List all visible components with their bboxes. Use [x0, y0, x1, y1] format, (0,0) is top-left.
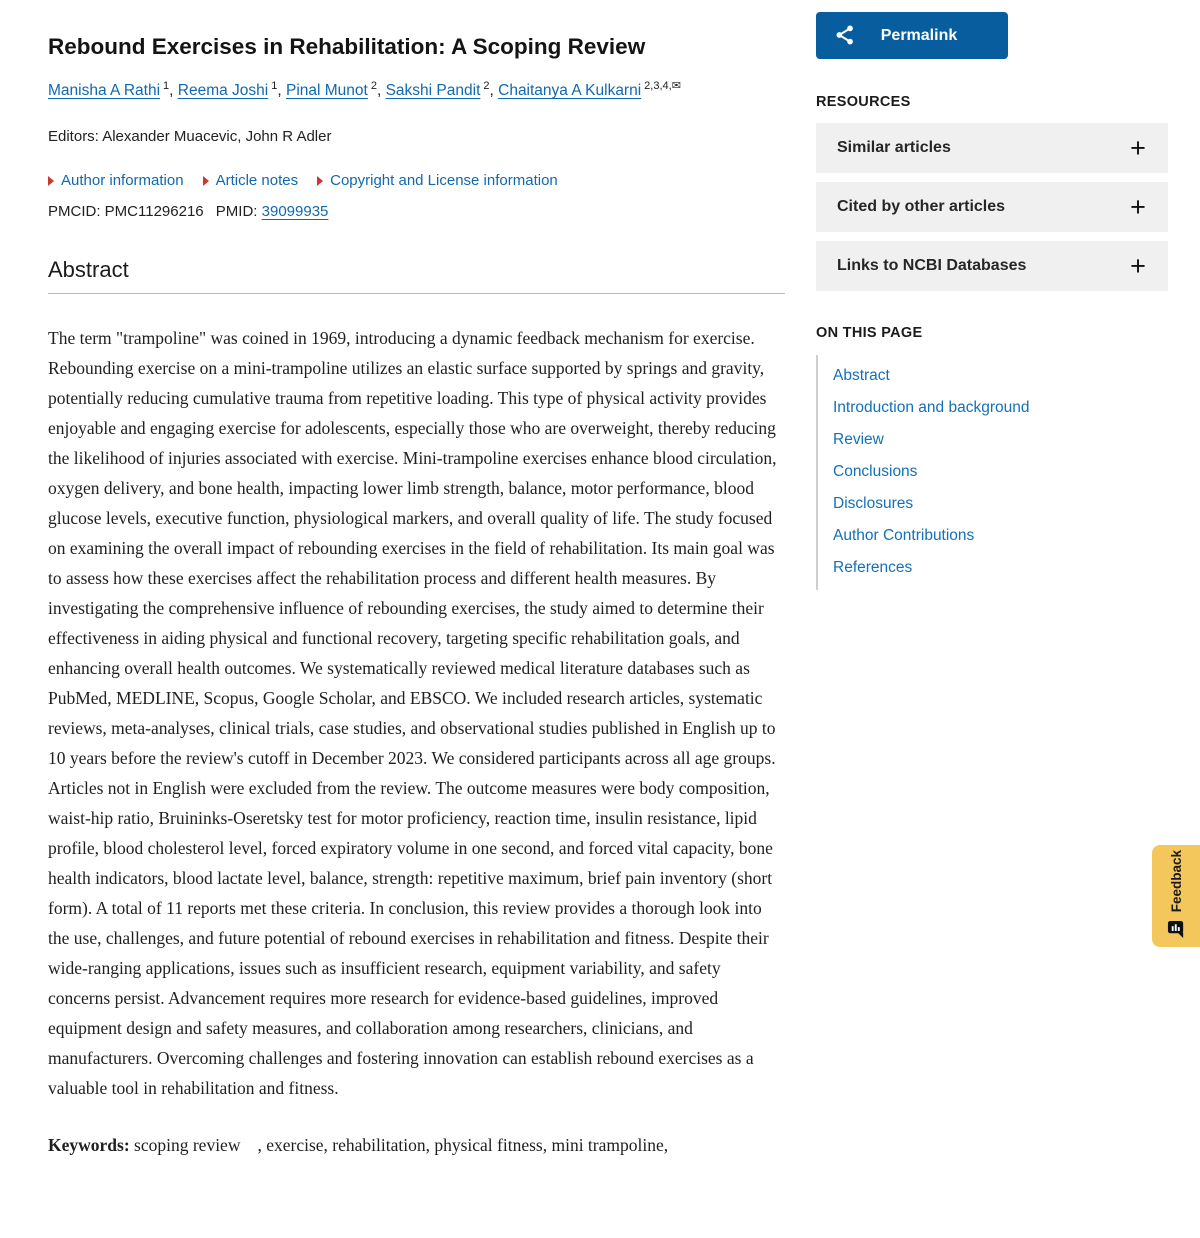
accordion-cited-by[interactable]	[816, 182, 1168, 232]
article-main-column	[48, 0, 785, 1160]
copyright-license-link[interactable]	[317, 172, 558, 189]
permalink-label: Permalink	[880, 26, 958, 44]
author-link[interactable]: Chaitanya A Kulkarni	[498, 82, 642, 99]
triangle-right-icon	[203, 176, 209, 186]
toc-link-disclosures[interactable]: Disclosures	[833, 495, 914, 512]
toc-link-author-contributions[interactable]: Author Contributions	[833, 527, 975, 544]
accordion-label: Cited by other articles	[837, 198, 1006, 215]
permalink-button[interactable]	[816, 12, 1008, 59]
plus-icon	[1127, 137, 1149, 159]
toc-link-references[interactable]: References	[833, 559, 913, 576]
author	[177, 79, 286, 99]
right-sidebar	[816, 0, 1168, 590]
toc-link-abstract[interactable]: Abstract	[833, 367, 890, 384]
feedback-label: Feedback	[1168, 850, 1184, 913]
author-information-link[interactable]	[48, 172, 184, 189]
toc-link-conclusions[interactable]: Conclusions	[833, 463, 918, 480]
accordion-label: Links to NCBI Databases	[837, 257, 1027, 274]
author	[285, 79, 386, 99]
info-link-label: Article notes	[215, 172, 299, 189]
toc-link-review[interactable]: Review	[833, 431, 884, 448]
author-link[interactable]: Sakshi Pandit	[385, 82, 481, 99]
on-this-page-heading: ON THIS PAGE	[816, 325, 923, 341]
article-info-links	[48, 172, 785, 189]
plus-icon	[1127, 196, 1149, 218]
plus-icon	[1127, 255, 1149, 277]
share-icon	[834, 24, 856, 46]
pmid-link[interactable]: 39099935	[261, 203, 329, 220]
author-affiliation-sup: 1	[271, 79, 278, 92]
abstract-section-heading: Abstract	[48, 256, 785, 294]
feedback-bubble-icon	[1167, 920, 1186, 942]
triangle-right-icon	[48, 176, 54, 186]
author-affiliation-sup: 2	[483, 79, 490, 92]
author	[48, 79, 178, 99]
keyword-scoping-review: scoping review	[134, 1135, 241, 1155]
abstract-paragraph: The term "trampoline" was coined in 1969, introducing a dynamic feedback mechanism for exercise. Rebounding exercise on a mini-trampoline utilizes an elastic surface supported by springs and gravity, potentially reducing cumulative trauma from repetitive loading. This type of physical activity provides enjoyable and engaging exercise for adolescents, especially those who are overweight, thereby reducing the likelihood of injuries associated with exercise. Mini-trampoline exercises enhance blood circulation, oxygen delivery, and bone health, impacting lower limb strength, balance, motor performance, blood glucose levels, executive function, physiological markers, and overall quality of life. The study focused on examining the overall impact of rebounding exercises in the field of rehabilitation. Its main goal was to assess how these exercises affect the rehabilitation process and different health measures. By investigating the comprehensive influence of rebounding exercises, the study aimed to determine their effectiveness in aiding physical and functional recovery, targeting specific rehabilitation goals, and enhancing overall health outcomes. We systematically reviewed medical literature databases such as PubMed, MEDLINE, Scopus, Google Scholar, and EBSCO. We included research articles, systematic reviews, meta-analyses, clinical trials, case studies, and observational studies published in English up to 10 years before the review's cutoff in December 2023. We considered participants across all age groups. Articles not in English were excluded from the review. The outcome measures were body composition, waist-hip ratio, Bruininks-Oseretsky test for motor proficiency, reaction time, insulin resistance, lipid profile, blood cholesterol level, forced expiratory volume in one second, and forced vital capacity, bone health indicators, blood lactate level, balance, strength: repetitive maximum, brief pain inventory (short form). A total of 11 reports met these criteria. In conclusion, this review provides a thorough look into the use, challenges, and future potential of rebound exercises in rehabilitation and fitness. Despite their wide-ranging applications, issues such as insufficient research, equipment variability, and safety concerns persist. Advancement requires more research for evidence-based guidelines, improved equipment design and safety measures, and collaboration among researchers, clinicians, and manufacturers. Overcoming challenges and fostering innovation can establish rebound exercises as a valuable tool in rehabilitation and fitness.	[48, 328, 777, 1098]
author-list	[48, 81, 785, 101]
keywords-rest: , exercise, rehabilitation, physical fitness, mini trampoline,	[257, 1135, 669, 1155]
page-title: Rebound Exercises in Rehabilitation: A Scoping Review	[48, 34, 646, 59]
pmid-label: PMID:	[215, 203, 258, 220]
resources-accordion-list	[816, 123, 1168, 291]
article-notes-link[interactable]	[203, 172, 299, 189]
article-ids-line	[48, 203, 785, 220]
author-affiliation-sup: 2	[370, 79, 377, 92]
accordion-ncbi-links[interactable]	[816, 241, 1168, 291]
keywords-label: Keywords:	[48, 1135, 130, 1155]
editors-line: Editors: Alexander Muacevic, John R Adler	[48, 128, 332, 145]
author-link[interactable]: Manisha A Rathi	[48, 82, 161, 99]
author	[385, 79, 499, 99]
on-this-page-nav	[816, 355, 1168, 590]
author-link[interactable]: Pinal Munot	[285, 82, 368, 99]
pmcid-value: PMCID: PMC11296216	[48, 203, 204, 220]
author-affiliation-sup: 1	[163, 79, 170, 92]
feedback-button[interactable]	[1152, 845, 1200, 947]
author-link[interactable]: Reema Joshi	[177, 82, 269, 99]
author-affiliation-sup-with-envelope-icon: 2,3,4,✉	[644, 79, 681, 92]
triangle-right-icon	[317, 176, 323, 186]
accordion-similar-articles[interactable]	[816, 123, 1168, 173]
info-link-label: Copyright and License information	[330, 172, 558, 189]
resources-heading: RESOURCES	[816, 94, 911, 110]
toc-link-introduction[interactable]: Introduction and background	[833, 399, 1030, 416]
accordion-label: Similar articles	[837, 139, 951, 156]
keywords-line	[48, 1130, 785, 1160]
author	[498, 79, 681, 99]
info-link-label: Author information	[61, 172, 184, 189]
